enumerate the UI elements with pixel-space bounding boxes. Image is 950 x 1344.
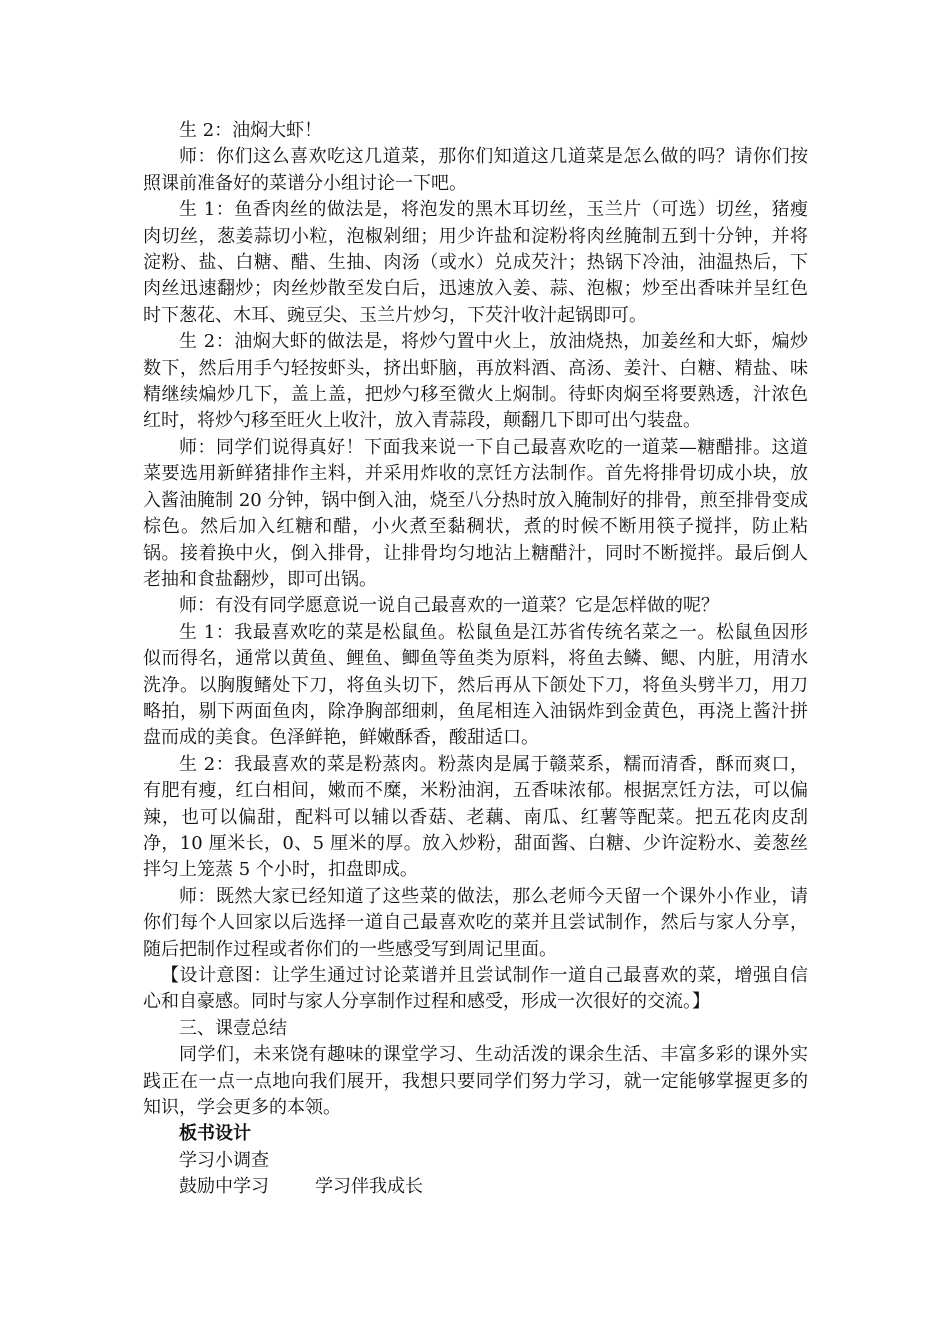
summary-paragraph: 同学们，未来饶有趣味的课堂学习、生动活泼的课余生活、丰富多彩的课外实践正在一点一点地向我们展开，我想只要同学们努力学习，就一定能够掌握更多的知识，学会更多的本领。 <box>143 1044 808 1119</box>
paragraph-teacher-question: 师：你们这么喜欢吃这几道菜，那你们知道这几道菜是怎么做的吗？请你们按照课前准备好的菜谱分小组讨论一下吧。 <box>143 146 808 194</box>
document-page <box>143 118 808 1201</box>
board-line-2-left: 鼓励中学习 <box>179 1176 269 1198</box>
paragraph-teacher-invite: 师：有没有同学愿意说一说自己最喜欢的一道菜？它是怎样做的呢？ <box>179 595 719 617</box>
board-line-2-right: 学习伴我成长 <box>315 1176 423 1198</box>
section-heading: 三、课壹总结 <box>179 1017 287 1039</box>
paragraph-student2-shrimp: 生 2：油焖大虾！ <box>179 120 323 141</box>
board-line-2 <box>143 1174 808 1200</box>
paragraph-student2-shrimp-recipe: 生 2：油焖大虾的做法是，将炒勺置中火上，放油烧热，加姜丝和大虾，煸炒数下，然后用手勺轻按虾头，挤出虾脑，再放料酒、高汤、姜汁、白糖、精盐、味精继续煸炒几下，盖上盖，把炒勺移至微火上焖制。待虾肉焖至将要熟透，汁浓色红时，将炒勺移至旺火上收汁，放入青蒜段，颠翻几下即可出勺装盘。 <box>143 331 808 432</box>
paragraph-student1-yuxiang: 生 1：鱼香肉丝的做法是，将泡发的黑木耳切丝，玉兰片（可选）切丝，猪瘦肉切丝，葱姜蒜切小粒，泡椒剁细；用少许盐和淀粉将肉丝腌制五到十分钟，并将淀粉、盐、白糖、醋、生抽、肉汤（或水）兑成芡汁；热锅下冷油，油温热后，下肉丝迅速翻炒；肉丝炒散至发白后，迅速放入姜、蒜、泡椒；炒至出香味并呈红色时下葱花、木耳、豌豆尖、玉兰片炒匀，下芡汁收汁起锅即可。 <box>143 199 808 326</box>
paragraph-teacher-sweet-sour: 师：同学们说得真好！下面我来说一下自己最喜欢吃的一道菜—糖醋排。这道菜要选用新鲜猪排作主料，并采用炸收的烹饪方法制作。首先将排骨切成小块，放入酱油腌制 20 分钟，锅中倒入油，烧至八分热时放入腌制好的排骨，煎至排骨变成棕色。然后加入红糖和醋，小火煮至黏稠状，煮的时候不断用筷子搅拌，防止粘锅。接着换中火，倒入排骨，让排骨均匀地沾上糖醋汁，同时不断搅拌。最后倒人老抽和食盐翻炒，即可出锅。 <box>143 436 808 590</box>
design-intent-note: 【设计意图：让学生通过讨论菜谱并且尝试制作一道自己最喜欢的菜，增强自信心和自豪感。同时与家人分享制作过程和感受，形成一次很好的交流。】 <box>143 965 808 1013</box>
board-line-1: 学习小调查 <box>179 1149 269 1171</box>
board-design-title: 板书设计 <box>179 1123 251 1145</box>
paragraph-teacher-homework: 师：既然大家已经知道了这些菜的做法，那么老师今天留一个课外小作业，请你们每个人回家以后选择一道自己最喜欢吃的菜并且尝试制作，然后与家人分享，随后把制作过程或者你们的一些感受写到周记里面。 <box>143 885 808 960</box>
paragraph-student2-steamed-pork: 生 2：我最喜欢的菜是粉蒸肉。粉蒸肉是属于赣菜系，糯而清香，酥而爽口，有肥有瘦，红白相间，嫩而不糜，米粉油润，五香味浓郁。根据烹饪方法，可以偏辣，也可以偏甜，配料可以辅以香菇、老藕、南瓜、红薯等配菜。把五花肉皮刮净，10 厘米长，0、5 厘米的厚。放入炒粉，甜面酱、白糖、少许淀粉水、姜葱丝拌匀上笼蒸 5 个小时，扣盘即成。 <box>143 753 808 881</box>
paragraph-student1-squirrel-fish: 生 1：我最喜欢吃的菜是松鼠鱼。松鼠鱼是江苏省传统名菜之一。松鼠鱼因形似而得名，通常以黄鱼、鲤鱼、鲫鱼等鱼类为原料，将鱼去鳞、鳃、内脏，用清水洗净。以胸腹鳍处下刀，将鱼头切下，然后再从下颌处下刀，将鱼头劈半刀，用刀略拍，剔下两面鱼肉，除净胸部细刺，鱼尾相连入油锅炸到金黄色，再浇上酱汁拼盘而成的美食。色泽鲜艳，鲜嫩酥香，酸甜适口。 <box>143 621 808 749</box>
